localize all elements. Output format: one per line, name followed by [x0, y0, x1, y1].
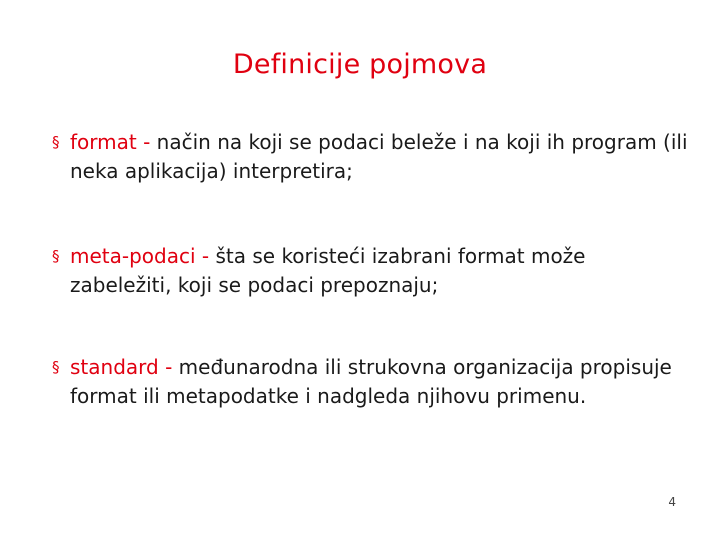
page-number: 4 [668, 495, 676, 509]
bullet-separator: - [158, 355, 179, 379]
bullet-item-meta-podaci [52, 242, 692, 300]
bullet-item-format [52, 128, 692, 186]
bullet-list [52, 128, 692, 411]
bullet-item-standard [52, 353, 692, 411]
section-sign-bullet-icon: § [52, 247, 60, 265]
bullet-separator: - [136, 130, 157, 154]
bullet-separator: - [195, 244, 216, 268]
slide-title: Definicije pojmova [232, 49, 488, 80]
bullet-term: format [70, 130, 137, 154]
section-sign-bullet-icon: § [52, 358, 60, 376]
bullet-text: način na koji se podaci beleže i na koji ih program (ili neka aplikacija) interpretira; [70, 130, 688, 183]
bullet-term: standard [70, 355, 159, 379]
bullet-text: šta se koristeći izabrani format može zabeležiti, koji se podaci prepoznaju; [70, 244, 586, 297]
section-sign-bullet-icon: § [52, 133, 60, 151]
bullet-term: meta-podaci [70, 244, 196, 268]
bullet-text: međunarodna ili strukovna organizacija propisuje format ili metapodatke i nadgleda njihovu primenu. [70, 355, 672, 408]
